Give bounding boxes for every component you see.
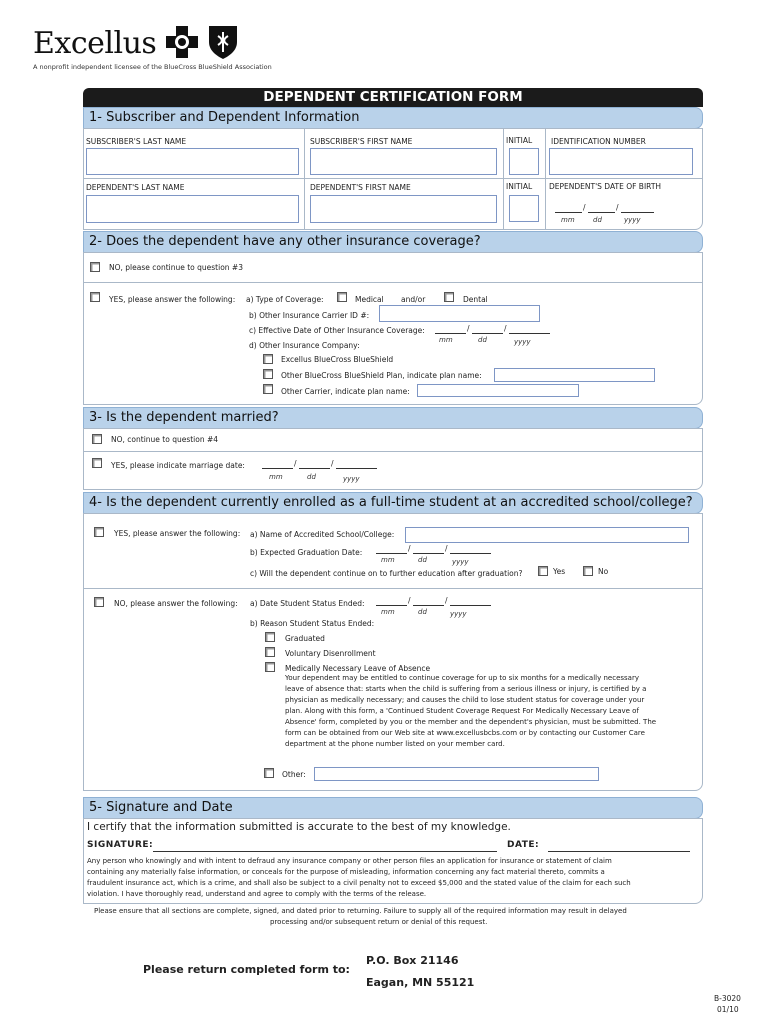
carrier-id-field[interactable] [379, 305, 540, 322]
effective-date-label: c) Effective Date of Other Insurance Coverage: [249, 326, 425, 335]
notice-line: Please ensure that all sections are complete, signed, and dated prior to returning. Failure to supply all of the required information may result in delayed [94, 907, 627, 915]
medical-leave-line: plan. Along with this form, a 'Continued Student Coverage Request For Medically Necessary Leave of [285, 707, 639, 715]
city-state-zip: Eagan, MN 55121 [366, 976, 475, 989]
other-bcbs-plan-label: Other BlueCross BlueShield Plan, indicate plan name: [281, 371, 482, 380]
initial-label: INITIAL [506, 136, 533, 145]
continue-no-label: No [598, 567, 609, 576]
excellus-bcbs-checkbox[interactable] [263, 354, 273, 364]
fraud-line: violation. I have thoroughly read, understand and agree to comply with the terms of the release. [87, 890, 427, 898]
date-unit-yyyy: yyyy [624, 216, 641, 224]
excellus-bcbs-label: Excellus BlueCross BlueShield [281, 355, 394, 364]
subscriber-first-name-field[interactable] [310, 148, 497, 175]
date-of-birth-field[interactable]: / / [555, 202, 655, 218]
other-carrier-label: Other Carrier, indicate plan name: [281, 387, 410, 396]
notice-line: processing and/or subsequent return or denial of this request. [270, 918, 488, 926]
shield-logo-icon [207, 24, 239, 64]
continue-education-label: c) Will the dependent continue on to further education after graduation? [250, 569, 523, 578]
continue-no-checkbox[interactable] [583, 566, 593, 576]
form-revision-date: 01/10 [717, 1005, 739, 1014]
other-reason-field[interactable] [314, 767, 599, 781]
dependent-first-name-field[interactable] [310, 195, 497, 223]
other-carrier-checkbox[interactable] [263, 384, 273, 394]
section4-divider [83, 588, 703, 589]
married-label: YES, please indicate marriage date: [111, 461, 245, 470]
fraud-line: containing any materially false information, or conceals for the purpose of misleading, information concerning any fact material thereto, commits a [87, 868, 605, 876]
date-unit-mm: mm [381, 556, 395, 564]
other-reason-label: Other: [282, 770, 306, 779]
yes-other-insurance-checkbox[interactable] [90, 292, 100, 302]
section1-divider [83, 178, 703, 179]
return-label: Please return completed form to: [143, 963, 350, 976]
medical-leave-line: physician as medically necessary; and causes the child to lose student status for coverage under your [285, 696, 645, 704]
dental-checkbox[interactable] [444, 292, 454, 302]
medical-leave-line: department at the phone number listed on your member card. [285, 740, 505, 748]
date-unit-dd: dd [418, 608, 427, 616]
graduation-date-label: b) Expected Graduation Date: [250, 548, 363, 557]
reason-label: b) Reason Student Status Ended: [250, 619, 375, 628]
subscriber-initial-field[interactable] [509, 148, 539, 175]
medical-leave-line: Absence' form, completed by you or the member and the dependent's physician, must be submitted. The [285, 718, 657, 726]
tagline: A nonprofit independent licensee of the BlueCross BlueShield Association [33, 63, 272, 71]
section2-heading: 2- Does the dependent have any other insurance coverage? [83, 231, 703, 253]
form-code: B-3020 [714, 994, 741, 1003]
divider [545, 128, 546, 230]
subscriber-first-name-label: SUBSCRIBER'S FIRST NAME [310, 137, 413, 146]
signature-field[interactable] [153, 851, 497, 852]
fraud-line: Any person who knowingly and with intent to defraud any insurance company or other person files an application for insurance or statement of claim [87, 857, 612, 865]
date-unit-dd: dd [593, 216, 602, 224]
fraud-line: fraudulent insurance act, which is a crime, and shall also be subject to a civil penalty not to exceed $5,000 and the stated value of the claim for each such [87, 879, 631, 887]
other-carrier-plan-name-field[interactable] [417, 384, 579, 397]
student-no-checkbox[interactable] [94, 597, 104, 607]
initial-label: INITIAL [506, 182, 533, 191]
other-insurance-company-label: d) Other Insurance Company: [249, 341, 360, 350]
identification-number-field[interactable] [549, 148, 693, 175]
date-unit-mm: mm [381, 608, 395, 616]
logo-text: Excellus [33, 26, 157, 61]
yes-other-insurance-label: YES, please answer the following: [109, 295, 236, 304]
other-reason-checkbox[interactable] [264, 768, 274, 778]
student-yes-label: YES, please answer the following: [114, 529, 241, 538]
date-unit-dd: dd [307, 473, 316, 481]
section3-heading: 3- Is the dependent married? [83, 407, 703, 429]
date-unit-yyyy: yyyy [452, 558, 469, 566]
date-unit-mm: mm [439, 336, 453, 344]
and-or-label: and/or [401, 295, 426, 304]
type-of-coverage-label: a) Type of Coverage: [246, 295, 324, 304]
status-ended-date-field[interactable]: / / [376, 595, 491, 609]
identification-number-label: IDENTIFICATION NUMBER [551, 137, 646, 146]
effective-date-field[interactable]: / / [435, 323, 550, 337]
medical-leave-line: Your dependent may be entitled to continue coverage for up to six months for a medically necessary [285, 674, 639, 682]
married-checkbox[interactable] [92, 458, 102, 468]
subscriber-last-name-label: SUBSCRIBER'S LAST NAME [86, 137, 187, 146]
graduation-date-field[interactable]: / / [376, 543, 491, 557]
dependent-initial-field[interactable] [509, 195, 539, 222]
section5-heading: 5- Signature and Date [83, 797, 703, 819]
dependent-first-name-label: DEPENDENT'S FIRST NAME [310, 183, 411, 192]
carrier-id-label: b) Other Insurance Carrier ID #: [249, 311, 370, 320]
date-unit-dd: dd [418, 556, 427, 564]
dependent-last-name-label: DEPENDENT'S LAST NAME [86, 183, 185, 192]
dental-label: Dental [463, 295, 488, 304]
section1-heading: 1- Subscriber and Dependent Information [83, 107, 703, 129]
date-unit-mm: mm [269, 473, 283, 481]
school-name-label: a) Name of Accredited School/College: [250, 530, 395, 539]
medical-leave-label: Medically Necessary Leave of Absence [285, 664, 431, 673]
certify-statement: I certify that the information submitted is accurate to the best of my knowledge. [87, 821, 511, 833]
date-unit-yyyy: yyyy [514, 338, 531, 346]
medical-label: Medical [355, 295, 384, 304]
marriage-date-field[interactable]: / / [262, 458, 377, 472]
date-label: DATE: [507, 840, 540, 850]
no-other-insurance-label: NO, please continue to question #3 [109, 263, 243, 272]
continue-yes-label: Yes [553, 567, 566, 576]
date-of-birth-label: DEPENDENT'S DATE OF BIRTH [549, 182, 662, 191]
date-unit-yyyy: yyyy [343, 475, 360, 483]
voluntary-disenrollment-checkbox[interactable] [265, 647, 275, 657]
subscriber-last-name-field[interactable] [86, 148, 299, 175]
other-bcbs-plan-checkbox[interactable] [263, 369, 273, 379]
student-yes-checkbox[interactable] [94, 527, 104, 537]
form-title: DEPENDENT CERTIFICATION FORM [83, 88, 703, 107]
graduated-checkbox[interactable] [265, 632, 275, 642]
section4-heading: 4- Is the dependent currently enrolled as a full-time student at an accredited school/college? [83, 492, 703, 514]
no-other-insurance-checkbox[interactable] [90, 262, 100, 272]
not-married-checkbox[interactable] [92, 434, 102, 444]
graduated-label: Graduated [285, 634, 325, 643]
signature-label: SIGNATURE: [87, 840, 154, 850]
medical-leave-line: form can be obtained from our Web site at www.excellusbcbs.com or by contacting our Customer Care [285, 729, 645, 737]
date-unit-dd: dd [478, 336, 487, 344]
divider [503, 128, 504, 230]
po-box: P.O. Box 21146 [366, 954, 459, 967]
not-married-label: NO, continue to question #4 [111, 435, 219, 444]
school-name-field[interactable] [405, 527, 689, 543]
date-field[interactable] [548, 851, 690, 852]
status-ended-date-label: a) Date Student Status Ended: [250, 599, 365, 608]
section2-divider [83, 282, 703, 283]
medical-leave-line: leave of absence that: starts when the child is suffering from a serious illness or injury, is certified by a [285, 685, 647, 693]
date-unit-yyyy: yyyy [450, 610, 467, 618]
dependent-last-name-field[interactable] [86, 195, 299, 223]
voluntary-disenrollment-label: Voluntary Disenrollment [285, 649, 376, 658]
cross-logo-icon [165, 25, 199, 63]
student-no-label: NO, please answer the following: [114, 599, 238, 608]
medical-checkbox[interactable] [337, 292, 347, 302]
date-unit-mm: mm [561, 216, 575, 224]
medical-leave-checkbox[interactable] [265, 662, 275, 672]
other-bcbs-plan-name-field[interactable] [494, 368, 655, 382]
continue-yes-checkbox[interactable] [538, 566, 548, 576]
divider [304, 128, 305, 230]
section3-divider [83, 451, 703, 452]
